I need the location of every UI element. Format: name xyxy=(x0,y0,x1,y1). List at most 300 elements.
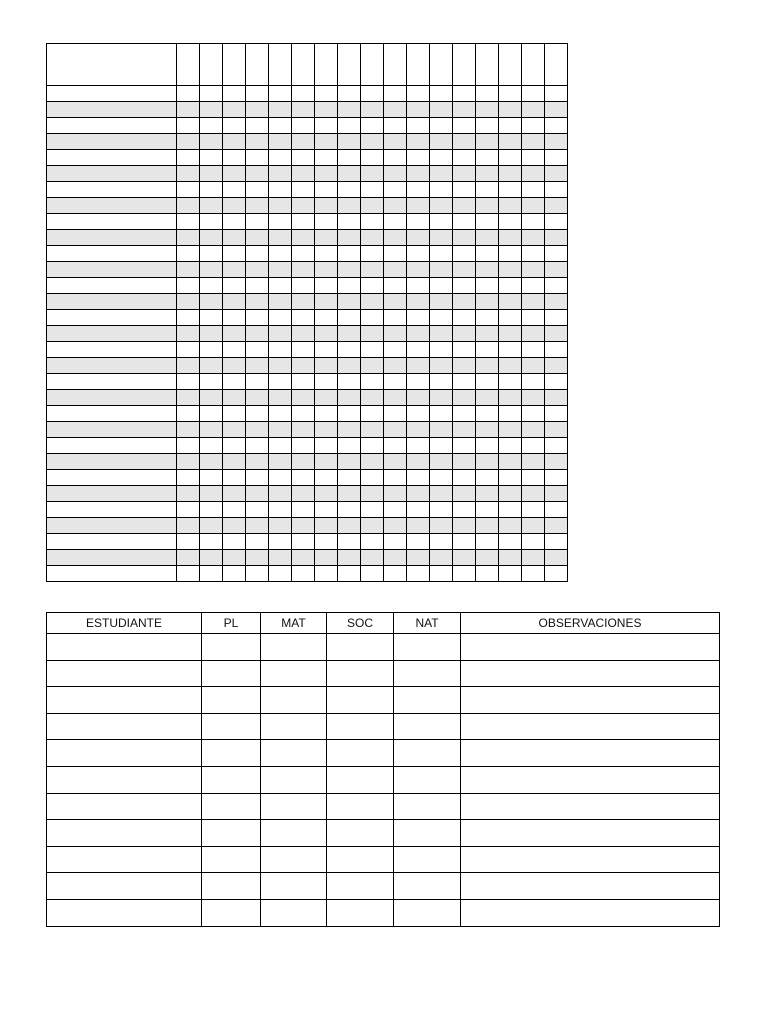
student-name-cell[interactable] xyxy=(47,294,177,310)
day-cell[interactable] xyxy=(223,166,246,182)
day-cell[interactable] xyxy=(430,502,453,518)
day-cell[interactable] xyxy=(361,454,384,470)
day-cell[interactable] xyxy=(223,406,246,422)
day-cell[interactable] xyxy=(384,326,407,342)
mat-cell[interactable] xyxy=(261,899,327,926)
pl-cell[interactable] xyxy=(202,899,261,926)
day-cell[interactable] xyxy=(545,134,568,150)
student-name-cell[interactable] xyxy=(47,422,177,438)
day-cell[interactable] xyxy=(177,262,200,278)
day-cell[interactable] xyxy=(545,470,568,486)
day-cell[interactable] xyxy=(407,454,430,470)
day-cell[interactable] xyxy=(177,406,200,422)
day-cell[interactable] xyxy=(223,550,246,566)
day-cell[interactable] xyxy=(430,358,453,374)
student-name-cell[interactable] xyxy=(47,486,177,502)
day-cell[interactable] xyxy=(246,150,269,166)
day-cell[interactable] xyxy=(177,246,200,262)
day-cell[interactable] xyxy=(407,214,430,230)
day-cell[interactable] xyxy=(407,566,430,582)
day-cell[interactable] xyxy=(499,310,522,326)
student-cell[interactable] xyxy=(47,793,202,820)
day-cell[interactable] xyxy=(177,566,200,582)
day-cell[interactable] xyxy=(476,198,499,214)
day-cell[interactable] xyxy=(223,390,246,406)
day-cell[interactable] xyxy=(476,214,499,230)
day-cell[interactable] xyxy=(269,502,292,518)
day-cell[interactable] xyxy=(430,214,453,230)
day-cell[interactable] xyxy=(338,326,361,342)
student-name-cell[interactable] xyxy=(47,406,177,422)
day-cell[interactable] xyxy=(315,390,338,406)
day-cell[interactable] xyxy=(384,166,407,182)
day-cell[interactable] xyxy=(522,358,545,374)
observaciones-cell[interactable] xyxy=(461,634,720,661)
day-cell[interactable] xyxy=(177,182,200,198)
day-cell[interactable] xyxy=(476,102,499,118)
day-cell[interactable] xyxy=(545,150,568,166)
day-cell[interactable] xyxy=(200,246,223,262)
day-cell[interactable] xyxy=(200,102,223,118)
student-name-cell[interactable] xyxy=(47,454,177,470)
day-cell[interactable] xyxy=(292,566,315,582)
day-cell[interactable] xyxy=(338,134,361,150)
day-cell[interactable] xyxy=(545,310,568,326)
day-cell[interactable] xyxy=(545,326,568,342)
day-cell[interactable] xyxy=(522,534,545,550)
day-cell[interactable] xyxy=(522,326,545,342)
day-cell[interactable] xyxy=(200,454,223,470)
nat-cell[interactable] xyxy=(394,793,461,820)
day-cell[interactable] xyxy=(545,102,568,118)
day-cell[interactable] xyxy=(499,566,522,582)
day-cell[interactable] xyxy=(522,198,545,214)
day-cell[interactable] xyxy=(384,134,407,150)
day-cell[interactable] xyxy=(407,438,430,454)
day-cell[interactable] xyxy=(430,438,453,454)
day-cell[interactable] xyxy=(522,518,545,534)
day-cell[interactable] xyxy=(292,198,315,214)
day-cell[interactable] xyxy=(499,502,522,518)
day-cell[interactable] xyxy=(223,86,246,102)
day-cell[interactable] xyxy=(200,214,223,230)
day-cell[interactable] xyxy=(384,470,407,486)
day-cell[interactable] xyxy=(499,230,522,246)
day-cell[interactable] xyxy=(200,406,223,422)
day-cell[interactable] xyxy=(499,342,522,358)
day-cell[interactable] xyxy=(223,214,246,230)
day-cell[interactable] xyxy=(315,422,338,438)
day-cell[interactable] xyxy=(384,230,407,246)
day-cell[interactable] xyxy=(338,294,361,310)
day-cell[interactable] xyxy=(522,230,545,246)
day-cell[interactable] xyxy=(338,198,361,214)
day-cell[interactable] xyxy=(522,86,545,102)
day-cell[interactable] xyxy=(476,310,499,326)
day-cell[interactable] xyxy=(315,198,338,214)
day-cell[interactable] xyxy=(453,566,476,582)
day-cell[interactable] xyxy=(476,166,499,182)
student-name-cell[interactable] xyxy=(47,438,177,454)
day-cell[interactable] xyxy=(407,310,430,326)
day-cell[interactable] xyxy=(246,502,269,518)
pl-cell[interactable] xyxy=(202,713,261,740)
day-cell[interactable] xyxy=(246,230,269,246)
day-cell[interactable] xyxy=(338,422,361,438)
day-cell[interactable] xyxy=(453,502,476,518)
day-cell[interactable] xyxy=(545,230,568,246)
day-cell[interactable] xyxy=(476,406,499,422)
day-cell[interactable] xyxy=(315,134,338,150)
day-cell[interactable] xyxy=(315,118,338,134)
day-cell[interactable] xyxy=(361,102,384,118)
day-cell[interactable] xyxy=(292,214,315,230)
day-cell[interactable] xyxy=(292,166,315,182)
day-cell[interactable] xyxy=(223,422,246,438)
day-cell[interactable] xyxy=(315,502,338,518)
observaciones-cell[interactable] xyxy=(461,713,720,740)
day-cell[interactable] xyxy=(407,86,430,102)
day-cell[interactable] xyxy=(338,502,361,518)
day-cell[interactable] xyxy=(315,326,338,342)
day-cell[interactable] xyxy=(338,166,361,182)
day-cell[interactable] xyxy=(315,230,338,246)
day-cell[interactable] xyxy=(361,502,384,518)
day-cell[interactable] xyxy=(545,454,568,470)
day-cell[interactable] xyxy=(361,438,384,454)
student-cell[interactable] xyxy=(47,660,202,687)
pl-cell[interactable] xyxy=(202,660,261,687)
day-cell[interactable] xyxy=(223,342,246,358)
day-cell[interactable] xyxy=(476,470,499,486)
student-name-cell[interactable] xyxy=(47,534,177,550)
observaciones-cell[interactable] xyxy=(461,820,720,847)
day-cell[interactable] xyxy=(453,182,476,198)
day-cell[interactable] xyxy=(315,44,338,86)
day-cell[interactable] xyxy=(269,374,292,390)
day-cell[interactable] xyxy=(200,166,223,182)
nat-cell[interactable] xyxy=(394,873,461,900)
student-name-cell[interactable] xyxy=(47,198,177,214)
day-cell[interactable] xyxy=(522,566,545,582)
day-cell[interactable] xyxy=(476,534,499,550)
day-cell[interactable] xyxy=(223,470,246,486)
day-cell[interactable] xyxy=(361,422,384,438)
soc-cell[interactable] xyxy=(327,873,394,900)
day-cell[interactable] xyxy=(177,374,200,390)
pl-cell[interactable] xyxy=(202,766,261,793)
day-cell[interactable] xyxy=(246,566,269,582)
day-cell[interactable] xyxy=(269,134,292,150)
day-cell[interactable] xyxy=(223,534,246,550)
day-cell[interactable] xyxy=(223,486,246,502)
day-cell[interactable] xyxy=(223,518,246,534)
day-cell[interactable] xyxy=(177,534,200,550)
day-cell[interactable] xyxy=(453,454,476,470)
day-cell[interactable] xyxy=(177,358,200,374)
student-name-cell[interactable] xyxy=(47,246,177,262)
day-cell[interactable] xyxy=(476,390,499,406)
day-cell[interactable] xyxy=(407,550,430,566)
day-cell[interactable] xyxy=(407,182,430,198)
day-cell[interactable] xyxy=(292,438,315,454)
soc-cell[interactable] xyxy=(327,899,394,926)
day-cell[interactable] xyxy=(177,278,200,294)
day-cell[interactable] xyxy=(453,422,476,438)
day-cell[interactable] xyxy=(476,374,499,390)
day-cell[interactable] xyxy=(292,390,315,406)
day-cell[interactable] xyxy=(361,262,384,278)
mat-cell[interactable] xyxy=(261,740,327,767)
day-cell[interactable] xyxy=(315,278,338,294)
day-cell[interactable] xyxy=(338,406,361,422)
day-cell[interactable] xyxy=(246,118,269,134)
day-cell[interactable] xyxy=(269,518,292,534)
day-cell[interactable] xyxy=(177,214,200,230)
day-cell[interactable] xyxy=(430,134,453,150)
student-name-cell[interactable] xyxy=(47,262,177,278)
day-cell[interactable] xyxy=(430,454,453,470)
day-cell[interactable] xyxy=(246,486,269,502)
student-name-cell[interactable] xyxy=(47,310,177,326)
day-cell[interactable] xyxy=(522,278,545,294)
day-cell[interactable] xyxy=(361,470,384,486)
day-cell[interactable] xyxy=(315,262,338,278)
day-cell[interactable] xyxy=(177,518,200,534)
day-cell[interactable] xyxy=(246,422,269,438)
day-cell[interactable] xyxy=(200,358,223,374)
day-cell[interactable] xyxy=(338,486,361,502)
day-cell[interactable] xyxy=(315,246,338,262)
day-cell[interactable] xyxy=(384,102,407,118)
day-cell[interactable] xyxy=(407,358,430,374)
day-cell[interactable] xyxy=(338,44,361,86)
day-cell[interactable] xyxy=(430,294,453,310)
day-cell[interactable] xyxy=(223,262,246,278)
day-cell[interactable] xyxy=(430,230,453,246)
day-cell[interactable] xyxy=(269,326,292,342)
day-cell[interactable] xyxy=(246,342,269,358)
day-cell[interactable] xyxy=(407,422,430,438)
day-cell[interactable] xyxy=(292,310,315,326)
day-cell[interactable] xyxy=(453,230,476,246)
day-cell[interactable] xyxy=(522,44,545,86)
day-cell[interactable] xyxy=(522,406,545,422)
day-cell[interactable] xyxy=(545,118,568,134)
day-cell[interactable] xyxy=(200,390,223,406)
day-cell[interactable] xyxy=(177,198,200,214)
day-cell[interactable] xyxy=(499,86,522,102)
day-cell[interactable] xyxy=(269,198,292,214)
day-cell[interactable] xyxy=(200,182,223,198)
day-cell[interactable] xyxy=(315,150,338,166)
day-cell[interactable] xyxy=(315,86,338,102)
day-cell[interactable] xyxy=(200,44,223,86)
day-cell[interactable] xyxy=(223,118,246,134)
day-cell[interactable] xyxy=(200,342,223,358)
soc-cell[interactable] xyxy=(327,820,394,847)
day-cell[interactable] xyxy=(292,86,315,102)
day-cell[interactable] xyxy=(292,422,315,438)
pl-cell[interactable] xyxy=(202,687,261,714)
day-cell[interactable] xyxy=(269,118,292,134)
day-cell[interactable] xyxy=(384,44,407,86)
day-cell[interactable] xyxy=(177,486,200,502)
day-cell[interactable] xyxy=(200,150,223,166)
student-name-cell[interactable] xyxy=(47,86,177,102)
day-cell[interactable] xyxy=(246,518,269,534)
student-name-cell[interactable] xyxy=(47,326,177,342)
day-cell[interactable] xyxy=(292,230,315,246)
day-cell[interactable] xyxy=(315,486,338,502)
day-cell[interactable] xyxy=(315,406,338,422)
day-cell[interactable] xyxy=(407,406,430,422)
day-cell[interactable] xyxy=(223,44,246,86)
day-cell[interactable] xyxy=(453,518,476,534)
day-cell[interactable] xyxy=(453,278,476,294)
day-cell[interactable] xyxy=(269,406,292,422)
day-cell[interactable] xyxy=(499,278,522,294)
day-cell[interactable] xyxy=(545,406,568,422)
day-cell[interactable] xyxy=(384,118,407,134)
day-cell[interactable] xyxy=(453,150,476,166)
day-cell[interactable] xyxy=(522,374,545,390)
day-cell[interactable] xyxy=(384,550,407,566)
mat-cell[interactable] xyxy=(261,634,327,661)
student-name-cell[interactable] xyxy=(47,566,177,582)
day-cell[interactable] xyxy=(338,550,361,566)
day-cell[interactable] xyxy=(499,390,522,406)
day-cell[interactable] xyxy=(407,230,430,246)
day-cell[interactable] xyxy=(545,438,568,454)
day-cell[interactable] xyxy=(522,422,545,438)
day-cell[interactable] xyxy=(384,534,407,550)
day-cell[interactable] xyxy=(361,118,384,134)
day-cell[interactable] xyxy=(499,358,522,374)
day-cell[interactable] xyxy=(476,86,499,102)
day-cell[interactable] xyxy=(499,422,522,438)
day-cell[interactable] xyxy=(545,422,568,438)
day-cell[interactable] xyxy=(499,518,522,534)
day-cell[interactable] xyxy=(200,326,223,342)
day-cell[interactable] xyxy=(177,134,200,150)
day-cell[interactable] xyxy=(545,198,568,214)
day-cell[interactable] xyxy=(292,454,315,470)
day-cell[interactable] xyxy=(499,166,522,182)
mat-cell[interactable] xyxy=(261,766,327,793)
day-cell[interactable] xyxy=(292,44,315,86)
day-cell[interactable] xyxy=(545,278,568,294)
day-cell[interactable] xyxy=(384,358,407,374)
day-cell[interactable] xyxy=(200,118,223,134)
day-cell[interactable] xyxy=(476,438,499,454)
day-cell[interactable] xyxy=(338,86,361,102)
day-cell[interactable] xyxy=(430,198,453,214)
day-cell[interactable] xyxy=(338,518,361,534)
day-cell[interactable] xyxy=(361,534,384,550)
day-cell[interactable] xyxy=(545,86,568,102)
day-cell[interactable] xyxy=(361,310,384,326)
observaciones-cell[interactable] xyxy=(461,740,720,767)
day-cell[interactable] xyxy=(430,534,453,550)
day-cell[interactable] xyxy=(269,44,292,86)
day-cell[interactable] xyxy=(315,438,338,454)
day-cell[interactable] xyxy=(177,230,200,246)
day-cell[interactable] xyxy=(499,454,522,470)
student-name-cell[interactable] xyxy=(47,214,177,230)
day-cell[interactable] xyxy=(338,374,361,390)
nat-cell[interactable] xyxy=(394,820,461,847)
student-name-cell[interactable] xyxy=(47,502,177,518)
day-cell[interactable] xyxy=(338,246,361,262)
day-cell[interactable] xyxy=(361,44,384,86)
day-cell[interactable] xyxy=(545,294,568,310)
day-cell[interactable] xyxy=(499,294,522,310)
day-cell[interactable] xyxy=(522,182,545,198)
student-name-cell[interactable] xyxy=(47,118,177,134)
student-name-cell[interactable] xyxy=(47,390,177,406)
soc-cell[interactable] xyxy=(327,660,394,687)
day-cell[interactable] xyxy=(246,262,269,278)
student-cell[interactable] xyxy=(47,766,202,793)
day-cell[interactable] xyxy=(407,534,430,550)
day-cell[interactable] xyxy=(246,454,269,470)
mat-cell[interactable] xyxy=(261,660,327,687)
day-cell[interactable] xyxy=(246,310,269,326)
mat-cell[interactable] xyxy=(261,713,327,740)
day-cell[interactable] xyxy=(223,230,246,246)
day-cell[interactable] xyxy=(269,230,292,246)
day-cell[interactable] xyxy=(223,150,246,166)
day-cell[interactable] xyxy=(292,550,315,566)
day-cell[interactable] xyxy=(361,358,384,374)
day-cell[interactable] xyxy=(522,342,545,358)
day-cell[interactable] xyxy=(430,166,453,182)
day-cell[interactable] xyxy=(407,150,430,166)
day-cell[interactable] xyxy=(338,310,361,326)
day-cell[interactable] xyxy=(476,118,499,134)
day-cell[interactable] xyxy=(177,454,200,470)
day-cell[interactable] xyxy=(522,214,545,230)
student-name-cell[interactable] xyxy=(47,342,177,358)
day-cell[interactable] xyxy=(200,422,223,438)
day-cell[interactable] xyxy=(499,102,522,118)
day-cell[interactable] xyxy=(338,566,361,582)
day-cell[interactable] xyxy=(269,422,292,438)
day-cell[interactable] xyxy=(292,486,315,502)
pl-cell[interactable] xyxy=(202,793,261,820)
mat-cell[interactable] xyxy=(261,873,327,900)
day-cell[interactable] xyxy=(246,374,269,390)
day-cell[interactable] xyxy=(545,246,568,262)
day-cell[interactable] xyxy=(177,502,200,518)
day-cell[interactable] xyxy=(269,182,292,198)
day-cell[interactable] xyxy=(453,310,476,326)
day-cell[interactable] xyxy=(499,214,522,230)
day-cell[interactable] xyxy=(223,102,246,118)
day-cell[interactable] xyxy=(476,566,499,582)
day-cell[interactable] xyxy=(177,550,200,566)
day-cell[interactable] xyxy=(476,326,499,342)
mat-cell[interactable] xyxy=(261,846,327,873)
day-cell[interactable] xyxy=(200,566,223,582)
day-cell[interactable] xyxy=(361,390,384,406)
day-cell[interactable] xyxy=(522,502,545,518)
day-cell[interactable] xyxy=(384,150,407,166)
student-cell[interactable] xyxy=(47,634,202,661)
nat-cell[interactable] xyxy=(394,740,461,767)
day-cell[interactable] xyxy=(292,358,315,374)
